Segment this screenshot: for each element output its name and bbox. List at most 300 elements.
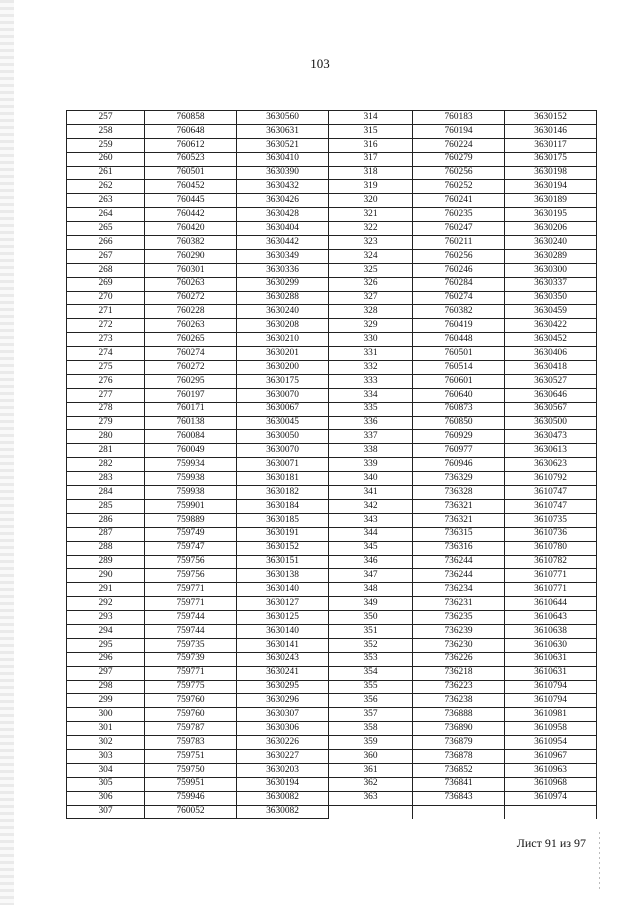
point-number-cell: 322 <box>329 222 413 236</box>
y-coordinate-cell: 3630201 <box>237 347 329 361</box>
x-coordinate-cell: 736329 <box>413 472 505 486</box>
x-coordinate-cell: 736890 <box>413 722 505 736</box>
y-coordinate-cell: 3630175 <box>237 374 329 388</box>
y-coordinate-cell: 3630203 <box>237 763 329 777</box>
y-coordinate-cell: 3630404 <box>237 222 329 236</box>
table-row <box>67 499 597 513</box>
point-number-cell: 257 <box>67 111 145 125</box>
point-number-cell: 280 <box>67 430 145 444</box>
x-coordinate-cell: 760295 <box>145 374 237 388</box>
y-coordinate-cell: 3610792 <box>505 472 597 486</box>
x-coordinate-cell: 760850 <box>413 416 505 430</box>
point-number-cell: 325 <box>329 263 413 277</box>
x-coordinate-cell: 736244 <box>413 555 505 569</box>
y-coordinate-cell: 3630288 <box>237 291 329 305</box>
y-coordinate-cell: 3610747 <box>505 499 597 513</box>
y-coordinate-cell: 3610780 <box>505 541 597 555</box>
y-coordinate-cell: 3610958 <box>505 722 597 736</box>
y-coordinate-cell: 3630140 <box>237 624 329 638</box>
point-number-cell: 262 <box>67 180 145 194</box>
y-coordinate-cell: 3610981 <box>505 708 597 722</box>
y-coordinate-cell: 3630336 <box>237 263 329 277</box>
point-number-cell: 283 <box>67 472 145 486</box>
point-number-cell: 268 <box>67 263 145 277</box>
y-coordinate-cell <box>505 805 597 819</box>
x-coordinate-cell: 760194 <box>413 124 505 138</box>
table-row <box>67 694 597 708</box>
point-number-cell: 334 <box>329 388 413 402</box>
x-coordinate-cell: 759756 <box>145 555 237 569</box>
scan-edge <box>0 0 14 905</box>
point-number-cell: 270 <box>67 291 145 305</box>
table-row <box>67 319 597 333</box>
point-number-cell: 298 <box>67 680 145 694</box>
point-number-cell: 302 <box>67 736 145 750</box>
y-coordinate-cell: 3610638 <box>505 624 597 638</box>
point-number-cell: 346 <box>329 555 413 569</box>
x-coordinate-cell: 759901 <box>145 499 237 513</box>
y-coordinate-cell: 3630175 <box>505 152 597 166</box>
point-number-cell: 307 <box>67 805 145 819</box>
point-number-cell: 288 <box>67 541 145 555</box>
coordinates-table-body <box>67 111 597 819</box>
x-coordinate-cell: 760946 <box>413 458 505 472</box>
point-number-cell: 284 <box>67 486 145 500</box>
point-number-cell: 297 <box>67 666 145 680</box>
x-coordinate-cell: 760452 <box>145 180 237 194</box>
point-number-cell: 314 <box>329 111 413 125</box>
y-coordinate-cell: 3630422 <box>505 319 597 333</box>
point-number-cell: 338 <box>329 444 413 458</box>
y-coordinate-cell: 3630521 <box>237 138 329 152</box>
margin-mark <box>599 832 600 892</box>
point-number-cell: 363 <box>329 791 413 805</box>
point-number-cell: 349 <box>329 597 413 611</box>
y-coordinate-cell: 3630306 <box>237 722 329 736</box>
y-coordinate-cell: 3630527 <box>505 374 597 388</box>
y-coordinate-cell: 3630151 <box>237 555 329 569</box>
table-row <box>67 152 597 166</box>
x-coordinate-cell: 759751 <box>145 749 237 763</box>
y-coordinate-cell: 3630428 <box>237 208 329 222</box>
y-coordinate-cell: 3630070 <box>237 388 329 402</box>
x-coordinate-cell: 736878 <box>413 749 505 763</box>
y-coordinate-cell: 3610968 <box>505 777 597 791</box>
point-number-cell: 327 <box>329 291 413 305</box>
y-coordinate-cell: 3630050 <box>237 430 329 444</box>
x-coordinate-cell: 759747 <box>145 541 237 555</box>
point-number-cell: 318 <box>329 166 413 180</box>
table-row <box>67 791 597 805</box>
point-number-cell: 271 <box>67 305 145 319</box>
table-row <box>67 555 597 569</box>
point-number-cell: 266 <box>67 236 145 250</box>
point-number-cell: 331 <box>329 347 413 361</box>
table-row <box>67 527 597 541</box>
x-coordinate-cell: 736238 <box>413 694 505 708</box>
point-number-cell: 316 <box>329 138 413 152</box>
point-number-cell: 345 <box>329 541 413 555</box>
point-number-cell: 350 <box>329 611 413 625</box>
point-number-cell: 320 <box>329 194 413 208</box>
table-row <box>67 402 597 416</box>
point-number-cell: 323 <box>329 236 413 250</box>
x-coordinate-cell: 736244 <box>413 569 505 583</box>
x-coordinate-cell: 760977 <box>413 444 505 458</box>
y-coordinate-cell: 3630152 <box>505 111 597 125</box>
y-coordinate-cell: 3630140 <box>237 583 329 597</box>
x-coordinate-cell: 760290 <box>145 249 237 263</box>
point-number-cell: 276 <box>67 374 145 388</box>
x-coordinate-cell: 760272 <box>145 361 237 375</box>
y-coordinate-cell: 3610954 <box>505 736 597 750</box>
point-number-cell: 260 <box>67 152 145 166</box>
y-coordinate-cell: 3610782 <box>505 555 597 569</box>
point-number-cell: 259 <box>67 138 145 152</box>
x-coordinate-cell: 759938 <box>145 472 237 486</box>
point-number-cell: 315 <box>329 124 413 138</box>
y-coordinate-cell: 3630452 <box>505 333 597 347</box>
x-coordinate-cell: 736321 <box>413 499 505 513</box>
table-row <box>67 666 597 680</box>
table-row <box>67 680 597 694</box>
x-coordinate-cell: 759760 <box>145 694 237 708</box>
x-coordinate-cell: 760265 <box>145 333 237 347</box>
point-number-cell: 333 <box>329 374 413 388</box>
x-coordinate-cell: 760873 <box>413 402 505 416</box>
point-number-cell: 362 <box>329 777 413 791</box>
x-coordinate-cell: 759783 <box>145 736 237 750</box>
x-coordinate-cell: 736316 <box>413 541 505 555</box>
point-number-cell: 329 <box>329 319 413 333</box>
x-coordinate-cell: 736235 <box>413 611 505 625</box>
y-coordinate-cell: 3630299 <box>237 277 329 291</box>
x-coordinate-cell: 760256 <box>413 166 505 180</box>
y-coordinate-cell: 3630560 <box>237 111 329 125</box>
y-coordinate-cell: 3630226 <box>237 736 329 750</box>
x-coordinate-cell: 759760 <box>145 708 237 722</box>
table-row <box>67 763 597 777</box>
y-coordinate-cell: 3610794 <box>505 680 597 694</box>
point-number-cell: 359 <box>329 736 413 750</box>
x-coordinate-cell: 760228 <box>145 305 237 319</box>
x-coordinate-cell: 760501 <box>145 166 237 180</box>
table-row <box>67 444 597 458</box>
x-coordinate-cell: 760256 <box>413 249 505 263</box>
x-coordinate-cell: 760197 <box>145 388 237 402</box>
point-number-cell: 305 <box>67 777 145 791</box>
x-coordinate-cell: 760084 <box>145 430 237 444</box>
point-number-cell: 263 <box>67 194 145 208</box>
x-coordinate-cell: 760274 <box>413 291 505 305</box>
x-coordinate-cell: 760420 <box>145 222 237 236</box>
x-coordinate-cell: 760279 <box>413 152 505 166</box>
point-number-cell: 351 <box>329 624 413 638</box>
y-coordinate-cell: 3630426 <box>237 194 329 208</box>
x-coordinate-cell: 736231 <box>413 597 505 611</box>
table-row <box>67 638 597 652</box>
table-row <box>67 430 597 444</box>
x-coordinate-cell: 760640 <box>413 388 505 402</box>
table-row <box>67 263 597 277</box>
x-coordinate-cell: 736218 <box>413 666 505 680</box>
y-coordinate-cell: 3630459 <box>505 305 597 319</box>
point-number-cell: 265 <box>67 222 145 236</box>
table-row <box>67 486 597 500</box>
y-coordinate-cell: 3630184 <box>237 499 329 513</box>
point-number-cell: 340 <box>329 472 413 486</box>
point-number-cell: 337 <box>329 430 413 444</box>
point-number-cell: 355 <box>329 680 413 694</box>
x-coordinate-cell: 760241 <box>413 194 505 208</box>
point-number-cell: 347 <box>329 569 413 583</box>
point-number-cell: 303 <box>67 749 145 763</box>
table-row <box>67 708 597 722</box>
table-row <box>67 305 597 319</box>
point-number-cell: 278 <box>67 402 145 416</box>
point-number-cell: 336 <box>329 416 413 430</box>
table-row <box>67 361 597 375</box>
point-number-cell: 292 <box>67 597 145 611</box>
y-coordinate-cell: 3630191 <box>237 527 329 541</box>
point-number-cell: 321 <box>329 208 413 222</box>
y-coordinate-cell: 3630241 <box>237 666 329 680</box>
x-coordinate-cell: 736328 <box>413 486 505 500</box>
x-coordinate-cell: 760601 <box>413 374 505 388</box>
table-row <box>67 194 597 208</box>
point-number-cell: 290 <box>67 569 145 583</box>
x-coordinate-cell: 736321 <box>413 513 505 527</box>
x-coordinate-cell: 759787 <box>145 722 237 736</box>
y-coordinate-cell: 3630243 <box>237 652 329 666</box>
table-row <box>67 374 597 388</box>
y-coordinate-cell: 3610631 <box>505 652 597 666</box>
x-coordinate-cell: 760252 <box>413 180 505 194</box>
x-coordinate-cell: 760183 <box>413 111 505 125</box>
y-coordinate-cell: 3630082 <box>237 791 329 805</box>
y-coordinate-cell: 3630071 <box>237 458 329 472</box>
x-coordinate-cell: 760382 <box>413 305 505 319</box>
point-number-cell: 306 <box>67 791 145 805</box>
y-coordinate-cell: 3630567 <box>505 402 597 416</box>
point-number-cell: 348 <box>329 583 413 597</box>
x-coordinate-cell: 760235 <box>413 208 505 222</box>
point-number-cell: 356 <box>329 694 413 708</box>
x-coordinate-cell: 760272 <box>145 291 237 305</box>
point-number-cell: 357 <box>329 708 413 722</box>
page-number: 103 <box>310 56 330 71</box>
x-coordinate-cell: 759771 <box>145 597 237 611</box>
y-coordinate-cell: 3630500 <box>505 416 597 430</box>
table-row <box>67 124 597 138</box>
x-coordinate-cell: 759750 <box>145 763 237 777</box>
table-row <box>67 180 597 194</box>
table-row <box>67 652 597 666</box>
point-number-cell: 361 <box>329 763 413 777</box>
y-coordinate-cell: 3630210 <box>237 333 329 347</box>
y-coordinate-cell: 3630613 <box>505 444 597 458</box>
point-number-cell: 296 <box>67 652 145 666</box>
point-number-cell: 261 <box>67 166 145 180</box>
x-coordinate-cell: 760263 <box>145 319 237 333</box>
y-coordinate-cell: 3610747 <box>505 486 597 500</box>
point-number-cell: 267 <box>67 249 145 263</box>
x-coordinate-cell: 760501 <box>413 347 505 361</box>
y-coordinate-cell: 3630390 <box>237 166 329 180</box>
x-coordinate-cell: 736315 <box>413 527 505 541</box>
x-coordinate-cell: 736223 <box>413 680 505 694</box>
table-row <box>67 222 597 236</box>
table-row <box>67 722 597 736</box>
point-number-cell: 339 <box>329 458 413 472</box>
point-number-cell: 335 <box>329 402 413 416</box>
y-coordinate-cell: 3630138 <box>237 569 329 583</box>
point-number-cell: 330 <box>329 333 413 347</box>
point-number-cell: 274 <box>67 347 145 361</box>
table-row <box>67 597 597 611</box>
x-coordinate-cell: 760445 <box>145 194 237 208</box>
table-row <box>67 236 597 250</box>
table-row <box>67 138 597 152</box>
point-number-cell: 264 <box>67 208 145 222</box>
x-coordinate-cell: 759951 <box>145 777 237 791</box>
y-coordinate-cell: 3630067 <box>237 402 329 416</box>
y-coordinate-cell: 3630289 <box>505 249 597 263</box>
x-coordinate-cell: 759775 <box>145 680 237 694</box>
point-number-cell: 352 <box>329 638 413 652</box>
point-number-cell: 279 <box>67 416 145 430</box>
table-row <box>67 611 597 625</box>
y-coordinate-cell: 3610967 <box>505 749 597 763</box>
x-coordinate-cell: 759771 <box>145 583 237 597</box>
point-number-cell: 295 <box>67 638 145 652</box>
point-number-cell <box>329 805 413 819</box>
x-coordinate-cell: 759739 <box>145 652 237 666</box>
x-coordinate-cell: 759938 <box>145 486 237 500</box>
y-coordinate-cell: 3630349 <box>237 249 329 263</box>
y-coordinate-cell: 3630240 <box>505 236 597 250</box>
table-row <box>67 541 597 555</box>
point-number-cell: 300 <box>67 708 145 722</box>
point-number-cell: 343 <box>329 513 413 527</box>
x-coordinate-cell: 759889 <box>145 513 237 527</box>
y-coordinate-cell: 3610631 <box>505 666 597 680</box>
point-number-cell: 344 <box>329 527 413 541</box>
point-number-cell: 294 <box>67 624 145 638</box>
x-coordinate-cell <box>413 805 505 819</box>
table-row <box>67 388 597 402</box>
x-coordinate-cell: 760382 <box>145 236 237 250</box>
table-row <box>67 624 597 638</box>
point-number-cell: 277 <box>67 388 145 402</box>
y-coordinate-cell: 3630182 <box>237 486 329 500</box>
y-coordinate-cell: 3610644 <box>505 597 597 611</box>
y-coordinate-cell: 3630181 <box>237 472 329 486</box>
y-coordinate-cell: 3630406 <box>505 347 597 361</box>
y-coordinate-cell: 3630189 <box>505 194 597 208</box>
x-coordinate-cell: 759771 <box>145 666 237 680</box>
point-number-cell: 326 <box>329 277 413 291</box>
table-row <box>67 569 597 583</box>
x-coordinate-cell: 759735 <box>145 638 237 652</box>
y-coordinate-cell: 3630623 <box>505 458 597 472</box>
x-coordinate-cell: 736879 <box>413 736 505 750</box>
x-coordinate-cell: 736888 <box>413 708 505 722</box>
y-coordinate-cell: 3630410 <box>237 152 329 166</box>
y-coordinate-cell: 3630194 <box>237 777 329 791</box>
point-number-cell: 273 <box>67 333 145 347</box>
y-coordinate-cell: 3610736 <box>505 527 597 541</box>
y-coordinate-cell: 3630337 <box>505 277 597 291</box>
table-row <box>67 166 597 180</box>
point-number-cell: 341 <box>329 486 413 500</box>
x-coordinate-cell: 760247 <box>413 222 505 236</box>
x-coordinate-cell: 760052 <box>145 805 237 819</box>
point-number-cell: 319 <box>329 180 413 194</box>
table-row <box>67 472 597 486</box>
y-coordinate-cell: 3630432 <box>237 180 329 194</box>
sheet-footer: Лист 91 из 97 <box>516 836 586 850</box>
y-coordinate-cell: 3610771 <box>505 569 597 583</box>
table-row <box>67 736 597 750</box>
point-number-cell: 299 <box>67 694 145 708</box>
x-coordinate-cell: 736234 <box>413 583 505 597</box>
x-coordinate-cell: 760246 <box>413 263 505 277</box>
point-number-cell: 282 <box>67 458 145 472</box>
y-coordinate-cell: 3630208 <box>237 319 329 333</box>
y-coordinate-cell: 3630206 <box>505 222 597 236</box>
point-number-cell: 287 <box>67 527 145 541</box>
x-coordinate-cell: 759756 <box>145 569 237 583</box>
point-number-cell: 304 <box>67 763 145 777</box>
y-coordinate-cell: 3630185 <box>237 513 329 527</box>
point-number-cell: 353 <box>329 652 413 666</box>
x-coordinate-cell: 760612 <box>145 138 237 152</box>
point-number-cell: 275 <box>67 361 145 375</box>
y-coordinate-cell: 3630141 <box>237 638 329 652</box>
point-number-cell: 332 <box>329 361 413 375</box>
x-coordinate-cell: 760284 <box>413 277 505 291</box>
y-coordinate-cell: 3630117 <box>505 138 597 152</box>
point-number-cell: 258 <box>67 124 145 138</box>
x-coordinate-cell: 759744 <box>145 624 237 638</box>
point-number-cell: 291 <box>67 583 145 597</box>
table-row <box>67 249 597 263</box>
x-coordinate-cell: 736230 <box>413 638 505 652</box>
x-coordinate-cell: 760448 <box>413 333 505 347</box>
y-coordinate-cell: 3630195 <box>505 208 597 222</box>
x-coordinate-cell: 760514 <box>413 361 505 375</box>
y-coordinate-cell: 3630631 <box>237 124 329 138</box>
x-coordinate-cell: 760442 <box>145 208 237 222</box>
y-coordinate-cell: 3610771 <box>505 583 597 597</box>
x-coordinate-cell: 760211 <box>413 236 505 250</box>
table-row <box>67 111 597 125</box>
y-coordinate-cell: 3630045 <box>237 416 329 430</box>
y-coordinate-cell: 3610630 <box>505 638 597 652</box>
y-coordinate-cell: 3630194 <box>505 180 597 194</box>
table-row <box>67 805 597 819</box>
y-coordinate-cell: 3630307 <box>237 708 329 722</box>
x-coordinate-cell: 759749 <box>145 527 237 541</box>
x-coordinate-cell: 760419 <box>413 319 505 333</box>
point-number-cell: 286 <box>67 513 145 527</box>
y-coordinate-cell: 3630127 <box>237 597 329 611</box>
x-coordinate-cell: 760171 <box>145 402 237 416</box>
table-row <box>67 208 597 222</box>
y-coordinate-cell: 3610963 <box>505 763 597 777</box>
point-number-cell: 293 <box>67 611 145 625</box>
